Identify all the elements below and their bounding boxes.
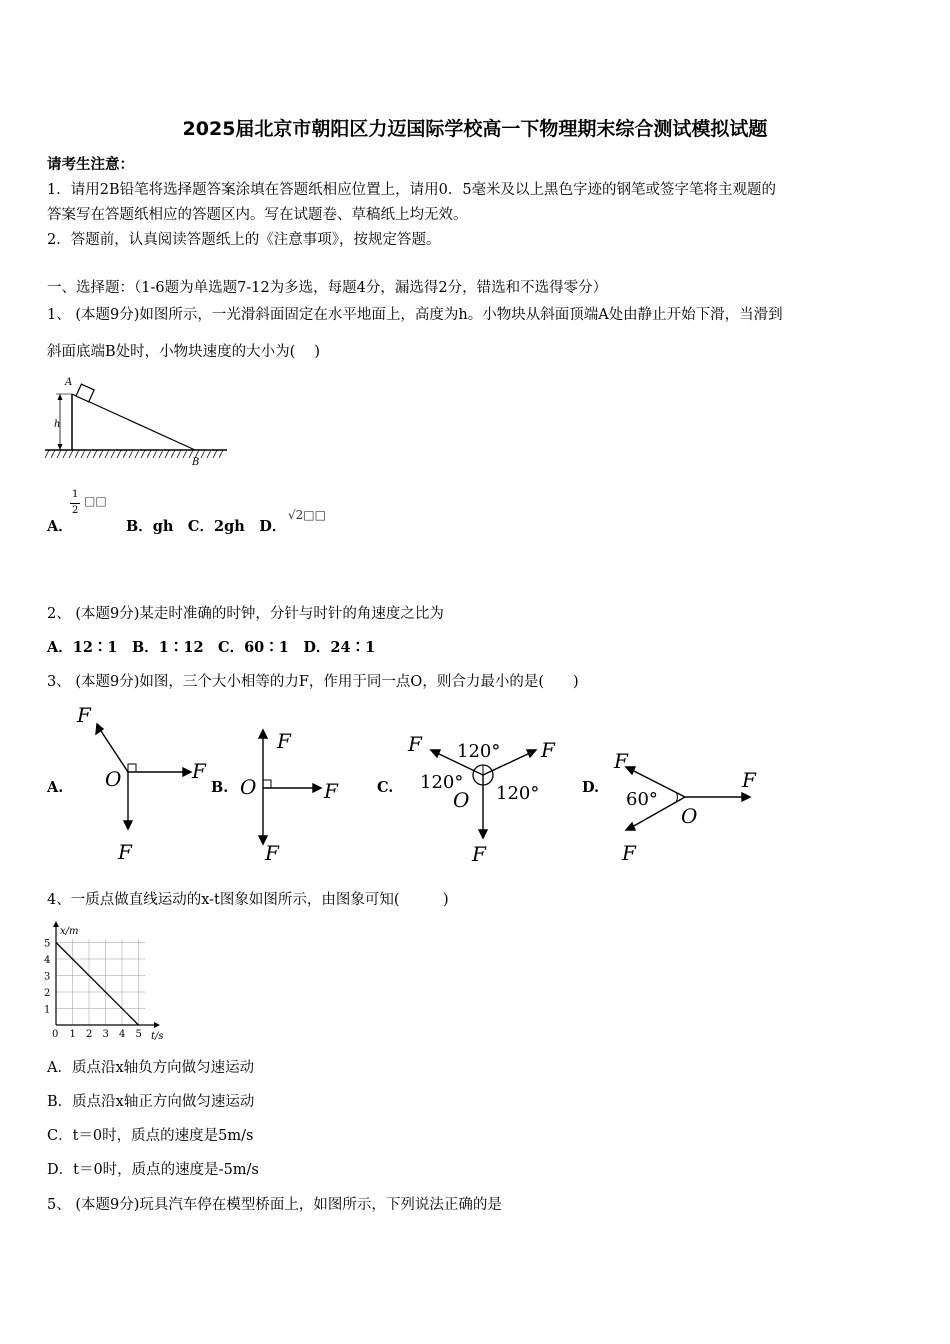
page-title: 2025届北京市朝阳区力迈国际学校高一下物理期末综合测试模拟试题 [182,118,768,140]
q1-stem-line2: 斜面底端B处时，小物块速度的大小为( ) [47,344,321,360]
y-tick-label: 3 [44,971,51,983]
q1-label-b: B [192,457,200,468]
x-tick-label: 2 [86,1029,93,1040]
q2-options: A．12∶1 B．1∶12 C．60∶1 D．24∶1 [47,639,376,656]
x-tick-label: 5 [135,1029,142,1040]
q1-option-d-expr: √2□□ [288,508,326,522]
q1-option-a-frac-bar [70,503,80,504]
q3-option-c-label: C. [377,779,394,796]
notice-line-2: 答案写在答题纸相应的答题区内。写在试题卷、草稿纸上均无效。 [47,207,468,223]
q3-b-origin-label: O [240,775,257,799]
x-axis-label: t/s [151,1031,164,1042]
q3-b-force-label-2: F [324,779,338,803]
q3-a-force-label-2: F [192,759,206,783]
q3-c-angle-right: 120° [496,783,540,804]
q3-a-force-label-1: F [77,703,91,727]
q3-c-origin-label: O [453,788,470,812]
q3-b-force-label-3: F [265,841,279,865]
y-axis-arrow [53,921,59,927]
q5-stem: 5、 (本题9分)玩具汽车停在模型桥面上，如图所示，下列说法正确的是 [47,1197,502,1213]
q3-option-b-diagram [235,720,355,870]
q3-option-c-diagram [400,725,570,870]
y-tick-label: 2 [44,988,51,999]
q3-c-force-label-1: F [408,732,422,756]
notice-line-1: 1．请用2B铅笔将选择题答案涂填在答题纸相应位置上，请用0．5毫米及以上黑色字迹的钢笔或签字笔将主观题的 [47,182,777,198]
q1-option-a-frac-num: 1 [72,489,79,500]
q3-stem: 3、 (本题9分)如图，三个大小相等的力F，作用于同一点O，则合力最小的是( ) [47,674,579,690]
q4-stem: 4、一质点做直线运动的x-t图象如图所示，由图象可知( ) [47,892,449,908]
q3-d-angle: 60° [626,789,658,810]
q1-option-a-label: A． [47,518,73,535]
q3-option-a-diagram [75,700,215,870]
q4-option-a: A．质点沿x轴负方向做匀速运动 [47,1060,255,1076]
x-tick-label: 3 [102,1029,109,1040]
q4-option-c: C．t＝0时，质点的速度是5m/s [47,1128,254,1144]
q1-options-bcd: B．gh C．2gh D． [126,518,287,535]
q3-c-force-label-2: F [541,738,555,762]
q3-option-b-label: B. [211,779,229,796]
y-tick-label: 5 [44,938,51,950]
notice-heading: 请考生注意： [47,156,134,173]
q3-option-d-label: D. [582,779,600,796]
q2-stem: 2、 (本题9分)某走时准确的时钟，分针与时针的角速度之比为 [47,606,444,622]
q3-c-angle-top: 120° [457,741,501,762]
q3-b-force-label-1: F [277,729,291,753]
notice-line-3: 2．答题前，认真阅读答题纸上的《注意事项》，按规定答题。 [47,232,441,248]
q1-incline-figure [45,372,235,472]
q3-option-a-label: A. [47,779,64,796]
q4-option-b: B．质点沿x轴正方向做匀速运动 [47,1094,255,1110]
q3-d-force-label-2: F [742,768,756,792]
q1-stem-line1: 1、 (本题9分)如图所示，一光滑斜面固定在水平地面上，高度为h。小物块从斜面顶端A处由静止开始下滑，当滑到 [47,307,783,323]
q1-option-a-tail: □□ [84,494,107,508]
q1-option-a-frac-den: 2 [72,505,79,516]
q3-option-d-diagram [605,740,775,870]
x-tick-label: 0 [52,1029,59,1040]
xt-data-line [56,943,139,1026]
q4-xt-graph [40,915,175,1045]
q3-d-force-label-1: F [614,749,628,773]
q3-c-force-label-3: F [472,842,486,866]
y-tick-label: 1 [44,1004,51,1016]
q4-option-d: D．t＝0时，质点的速度是-5m/s [47,1162,259,1178]
x-tick-label: 1 [69,1029,76,1040]
section-heading: 一、选择题：（1-6题为单选题7-12为多选，每题4分，漏选得2分，错选和不选得零分） [47,280,608,296]
q3-c-angle-left: 120° [420,772,464,793]
q3-a-origin-label: O [105,767,122,791]
q1-label-a: A [65,377,73,388]
q3-d-force-label-3: F [622,841,636,865]
x-axis-arrow [154,1022,160,1028]
y-axis-label: x/m [60,926,79,937]
q1-label-h: h [54,419,61,430]
x-tick-label: 4 [119,1029,126,1040]
y-tick-label: 4 [44,955,51,966]
q3-d-origin-label: O [681,804,698,828]
q3-a-force-label-3: F [118,840,132,864]
